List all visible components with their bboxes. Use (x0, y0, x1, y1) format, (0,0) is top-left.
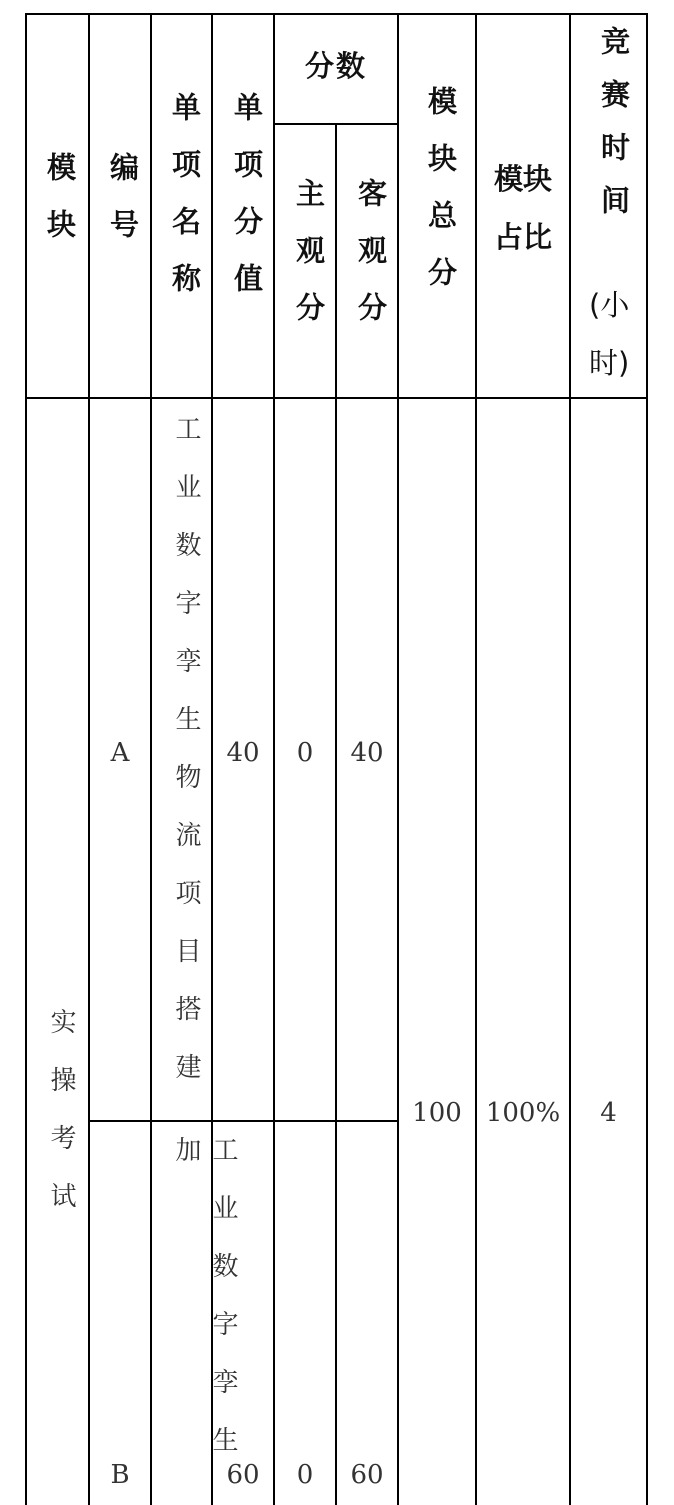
module-duration: 4 (600, 1098, 617, 1128)
header-duration: 竞赛时间 (597, 26, 631, 238)
row-b-subjective: 0 (296, 1460, 314, 1490)
header-duration-unit (589, 276, 629, 392)
header-objective: 客观分 (354, 178, 388, 349)
row-divider (88, 1120, 398, 1122)
col-border-2 (150, 13, 152, 1505)
row-b-score: 60 (226, 1460, 260, 1490)
col-border-9 (646, 13, 648, 1505)
row-a-subjective: 0 (296, 738, 314, 768)
module-total: 100 (412, 1098, 462, 1128)
row-b-objective: 60 (350, 1460, 384, 1490)
col-border-5 (335, 123, 337, 1505)
table-top-border (25, 13, 648, 15)
header-module-ratio-text: 模块占比 (493, 162, 552, 254)
col-border-0 (25, 13, 27, 1505)
col-border-8 (569, 13, 571, 1505)
row-b-id: B (110, 1460, 130, 1490)
row-a-id: A (110, 738, 130, 768)
header-module: 模块 (43, 152, 77, 266)
module-ratio: 100% (485, 1098, 561, 1128)
header-module-ratio (477, 150, 569, 266)
header-item-name: 单项名称 (168, 92, 202, 320)
row-b-name: 工业数字孪生加 (171, 1136, 238, 1484)
row-a-score: 40 (226, 738, 260, 768)
row-a-name: 工业数字孪生物流项目搭建 (171, 415, 201, 1111)
header-number: 编号 (106, 152, 140, 266)
header-duration-unit-text: (小时) (589, 288, 630, 380)
header-module-total: 模块总分 (424, 86, 458, 314)
header-score-group: 分数 (304, 49, 367, 83)
row-a-objective: 40 (350, 738, 384, 768)
header-item-score: 单项分值 (230, 92, 264, 320)
col-border-6 (397, 13, 399, 1505)
module-name: 实操考试 (46, 1008, 76, 1240)
header-subjective: 主观分 (292, 178, 326, 349)
